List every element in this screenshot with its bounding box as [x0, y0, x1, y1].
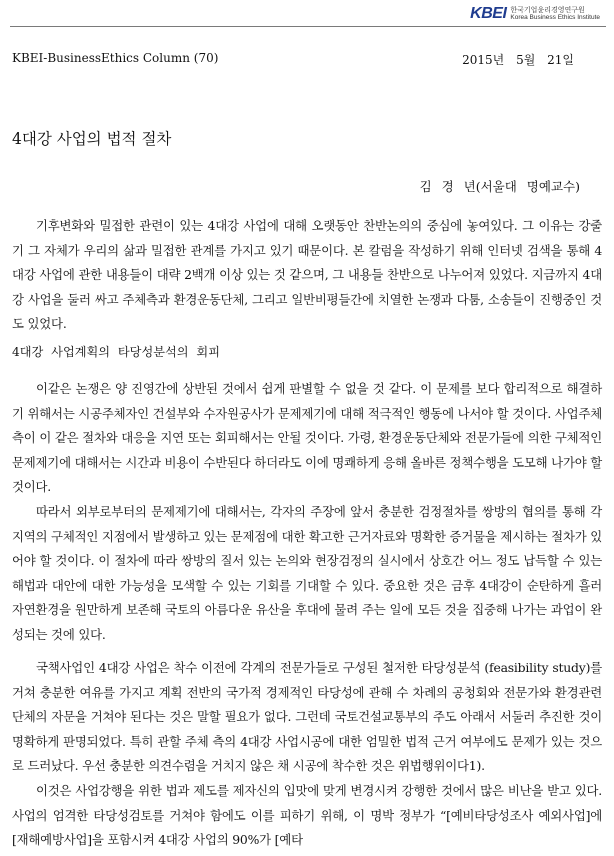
logo — [470, 6, 600, 22]
closing-paragraph-1: 국책사업인 4대강 사업은 착수 이전에 각계의 전문가들로 구성된 철저한 타당성분석 (feasibility study)를 거쳐 충분한 여유를 가지고 계획 전반의 국가적 경제적인 타당성에 관해 수 차례의 공청회와 전문가와 환경관련 단체의 자문을 거쳐야 된다는 것은 말할 필요가 없다. 그런데 국토건설교통부의 주도 아래서 서둘러 추진한 것이 명확하게 판명되었다. 특히 관할 주체 측의 4대강 사업시공에 대한 엄밀한 법적 근거 여부에도 문제가 있는 것으로 드러났다. 우선 충분한 의견수렴을 거치지 않은 채 시공에 착수한 것은 위법행위이다1). — [12, 660, 602, 774]
closing-body — [12, 656, 602, 853]
section-paragraph-2: 따라서 외부로부터의 문제제기에 대해서는, 각자의 주장에 앞서 충분한 검정절차를 쌍방의 협의를 통해 각 지역의 구체적인 지점에서 발생하고 있는 문제점에 대한 확고한 근거자료와 명확한 증거물을 제시하는 절차가 있어야 할 것이다. 이 절차에 따라 쌍방의 질서 있는 논의와 현장검정의 실시에서 상호간 어느 정도 납득할 수 있는 해법과 대안에 대한 가능성을 모색할 수 있는 기회를 기대할 수 있다. 중요한 것은 금후 4대강이 순탄하게 흘러 자연환경을 원만하게 보존해 국토의 아름다운 유산을 후대에 물려 주는 일에 모든 것을 집중해 나가는 과업이 완성되는 것에 있다. — [12, 503, 602, 642]
publish-date: 2015년 5월 21일 — [462, 53, 574, 67]
logo-korean-name: 한국기업윤리경영연구원 — [510, 6, 585, 14]
closing-paragraph-2: 이것은 사업강행을 위한 법과 제도를 제자신의 입맛에 맞게 변경시켜 강행한 것에서 많은 비난을 받고 있다. 사업의 엄격한 타당성검토를 거쳐야 함에도 이를 피하기 위해, 이 명박 정부가 “[예비타당성조사 예외사업]에 [재해예방사업]을 포함시켜 4대강 사업의 90%가 [예타 — [12, 782, 602, 848]
intro-paragraph: 기후변화와 밀접한 관련이 있는 4대강 사업에 대해 오랫동안 찬반논의의 중심에 놓여있다. 그 이유는 강줄기 그 자체가 우리의 삶과 밀접한 관계를 가지고 있기 때문이다. 본 칼럼을 작성하기 위해 인터넷 검색을 통해 4대강 사업에 관한 내용들이 대략 2백개 이상 있는 것 같으며, 그 내용들 찬반으로 나누어져 있었다. 지금까지 4대강 사업을 둘러 싸고 주체측과 환경운동단체, 그리고 일반비평들간에 치열한 논쟁과 다툼, 소송들이 진행중인 것도 있었다. — [12, 218, 602, 332]
logo-text — [510, 7, 600, 22]
logo-english-name: Korea Business Ethics Institute — [510, 14, 600, 22]
header-divider — [10, 26, 606, 27]
article-author: 김 경 년(서울대 명예교수) — [419, 179, 580, 194]
section-heading: 4대강 사업계획의 타당성분석의 회피 — [12, 345, 220, 359]
column-label: KBEI-BusinessEthics Column (70) — [12, 51, 219, 65]
section-paragraph-1: 이같은 논쟁은 양 진영간에 상반된 것에서 쉽게 판별할 수 없을 것 같다. 이 문제를 보다 합리적으로 해결하기 위해서는 시공주체자인 건설부와 수자원공사가 문제제기에 대해 적극적인 행동에 나서야 할 것이다. 사업주체 측이 이 같은 절차와 대응을 지연 또는 회피해서는 안될 것이다. 가령, 환경운동단체와 전문가들에 의한 구체적인 문제제기에 대해서는 시간과 비용이 수반된다 하더라도 이에 명쾌하게 응해 올바른 정책수행을 도모해 나가야 할 것이다. — [12, 381, 602, 495]
logo-mark: KBEI — [470, 5, 507, 22]
section-body — [12, 377, 602, 648]
intro-block — [12, 214, 602, 337]
article-title: 4대강 사업의 법적 절차 — [12, 130, 172, 148]
